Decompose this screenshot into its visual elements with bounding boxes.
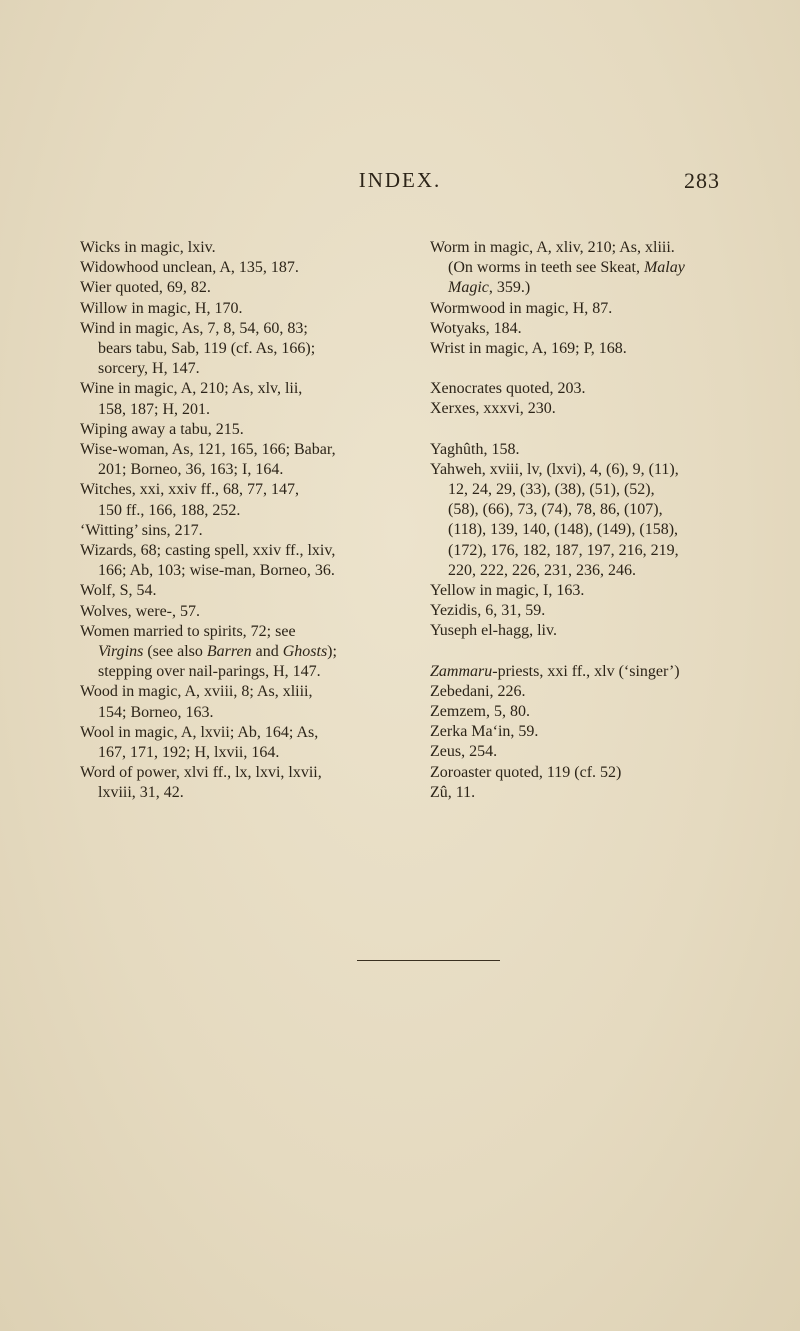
page-number: 283 xyxy=(684,168,720,193)
index-entry-continuation: 12, 24, 29, (33), (38), (51), (52), xyxy=(448,481,655,499)
section-gap xyxy=(430,420,730,440)
index-entry-line: Yellow in magic, I, 163. xyxy=(430,582,585,600)
index-entry xyxy=(430,601,730,621)
index-entry-line: Wiping away a tabu, 215. xyxy=(80,420,244,438)
index-entry-continuation: sorcery, H, 147. xyxy=(98,360,200,378)
index-entry-continuation: 166; Ab, 103; wise-man, Borneo, 36. xyxy=(98,562,335,580)
index-entry-continuation: 154; Borneo, 163. xyxy=(98,703,214,721)
index-entry xyxy=(430,399,730,419)
index-entry xyxy=(430,460,730,581)
index-entry xyxy=(80,440,402,480)
index-entry xyxy=(430,379,730,399)
index-column-right xyxy=(430,238,730,803)
index-entry-line: Yuseph el-hagg, liv. xyxy=(430,622,557,640)
index-entry xyxy=(430,339,730,359)
index-entry-line: Widowhood unclean, A, 135, 187. xyxy=(80,259,299,277)
index-entry xyxy=(80,581,402,601)
index-entry-line: Zoroaster quoted, 119 (cf. 52) xyxy=(430,763,622,781)
running-head-title: INDEX. xyxy=(358,168,442,192)
index-entry-line: Wotyaks, 184. xyxy=(430,319,522,337)
index-entry-line: Wizards, 68; casting spell, xxiv ff., lxiv, xyxy=(80,542,336,560)
index-entry-line: Witches, xxi, xxiv ff., 68, 77, 147, xyxy=(80,481,300,499)
index-entry-continuation: 150 ff., 166, 188, 252. xyxy=(98,501,241,519)
index-entry-line: Wood in magic, A, xviii, 8; As, xliii, xyxy=(80,683,313,701)
index-entry xyxy=(430,238,730,299)
index-entry-continuation: (58), (66), 73, (74), 78, 86, (107), xyxy=(448,501,663,519)
index-entry-continuation: (118), 139, 140, (148), (149), (158), xyxy=(448,521,679,539)
section-gap xyxy=(430,642,730,662)
index-entry-line: Yaghûth, 158. xyxy=(430,440,520,458)
index-entry-line: Wise-woman, As, 121, 165, 166; Babar, xyxy=(80,441,336,459)
index-entry-line: Zeus, 254. xyxy=(430,743,498,761)
index-entry-line: Worm in magic, A, xliv, 210; As, xliii. xyxy=(430,239,675,256)
index-entry-continuation: (172), 176, 182, 187, 197, 216, 219, xyxy=(448,541,679,559)
index-entry-line: Wier quoted, 69, 82. xyxy=(80,279,211,297)
index-entry xyxy=(430,702,730,722)
index-entry-line: Wine in magic, A, 210; As, xlv, lii, xyxy=(80,380,303,398)
index-entry-line: Women married to spirits, 72; see xyxy=(80,622,296,640)
index-entry-line: Willow in magic, H, 170. xyxy=(80,299,243,317)
index-entry xyxy=(80,763,402,803)
index-entry-line: Wind in magic, As, 7, 8, 54, 60, 83; xyxy=(80,319,308,337)
index-entry xyxy=(430,621,730,641)
index-entry xyxy=(80,258,402,278)
index-entry-continuation: Magic, 359.) xyxy=(448,279,531,297)
index-entry-continuation: 201; Borneo, 36, 163; I, 164. xyxy=(98,461,284,479)
index-entry xyxy=(80,723,402,763)
index-entry xyxy=(430,763,730,783)
index-entry xyxy=(80,379,402,419)
index-entry xyxy=(80,238,402,258)
running-head xyxy=(80,168,720,196)
index-entry xyxy=(80,622,402,683)
index-entry-line: Yahweh, xviii, lv, (lxvi), 4, (6), 9, (11), xyxy=(430,460,679,478)
index-entry-line: Zebedani, 226. xyxy=(430,682,526,700)
index-entry-continuation: lxviii, 31, 42. xyxy=(98,784,184,802)
index-entry-line: Zammaru-priests, xxi ff., xlv (‘singer’) xyxy=(430,662,680,680)
index-entry xyxy=(430,682,730,702)
index-entry-continuation: 158, 187; H, 201. xyxy=(98,400,210,418)
index-entry-line: Wicks in magic, lxiv. xyxy=(80,239,216,256)
index-entry xyxy=(430,440,730,460)
section-gap xyxy=(430,359,730,379)
index-entry-line: Wormwood in magic, H, 87. xyxy=(430,299,613,317)
index-entry-line: Yezidis, 6, 31, 59. xyxy=(430,602,546,620)
index-entry-line: Xerxes, xxxvi, 230. xyxy=(430,400,556,418)
index-entry xyxy=(430,662,730,682)
index-entry xyxy=(80,319,402,380)
index-column-left xyxy=(80,238,402,804)
closing-rule xyxy=(357,960,500,961)
index-entry xyxy=(80,521,402,541)
index-entry xyxy=(430,581,730,601)
index-entry xyxy=(430,783,730,803)
index-entry-continuation: 220, 222, 226, 231, 236, 246. xyxy=(448,561,636,579)
index-entry-line: Wrist in magic, A, 169; P, 168. xyxy=(430,340,627,358)
index-entry-line: Wool in magic, A, lxvii; Ab, 164; As, xyxy=(80,723,319,741)
index-entry xyxy=(430,319,730,339)
index-entry-line: Zemzem, 5, 80. xyxy=(430,703,530,721)
index-entry xyxy=(80,299,402,319)
index-entry-line: Xenocrates quoted, 203. xyxy=(430,380,586,398)
index-entry-line: Zû, 11. xyxy=(430,783,476,801)
index-entry xyxy=(430,742,730,762)
index-entry xyxy=(80,541,402,581)
index-entry xyxy=(80,480,402,520)
index-entry xyxy=(80,420,402,440)
index-entry xyxy=(80,682,402,722)
index-entry-line: Word of power, xlvi ff., lx, lxvi, lxvii, xyxy=(80,764,322,782)
index-entry-line: Wolves, were-, 57. xyxy=(80,602,201,620)
index-entry xyxy=(430,722,730,742)
index-entry-line: Zerka Ma‘in, 59. xyxy=(430,723,539,741)
index-entry xyxy=(430,299,730,319)
index-entry-continuation: bears tabu, Sab, 119 (cf. As, 166); xyxy=(98,340,316,358)
index-entry-line: ‘Witting’ sins, 217. xyxy=(80,521,203,539)
index-entry xyxy=(80,278,402,298)
index-entry-continuation: stepping over nail-parings, H, 147. xyxy=(98,663,321,681)
index-entry-continuation: (On worms in teeth see Skeat, Malay xyxy=(448,259,685,277)
index-entry-continuation: 167, 171, 192; H, lxvii, 164. xyxy=(98,744,280,762)
index-entry-continuation: Virgins (see also Barren and Ghosts); xyxy=(98,643,337,661)
index-entry-line: Wolf, S, 54. xyxy=(80,582,157,600)
index-entry xyxy=(80,602,402,622)
